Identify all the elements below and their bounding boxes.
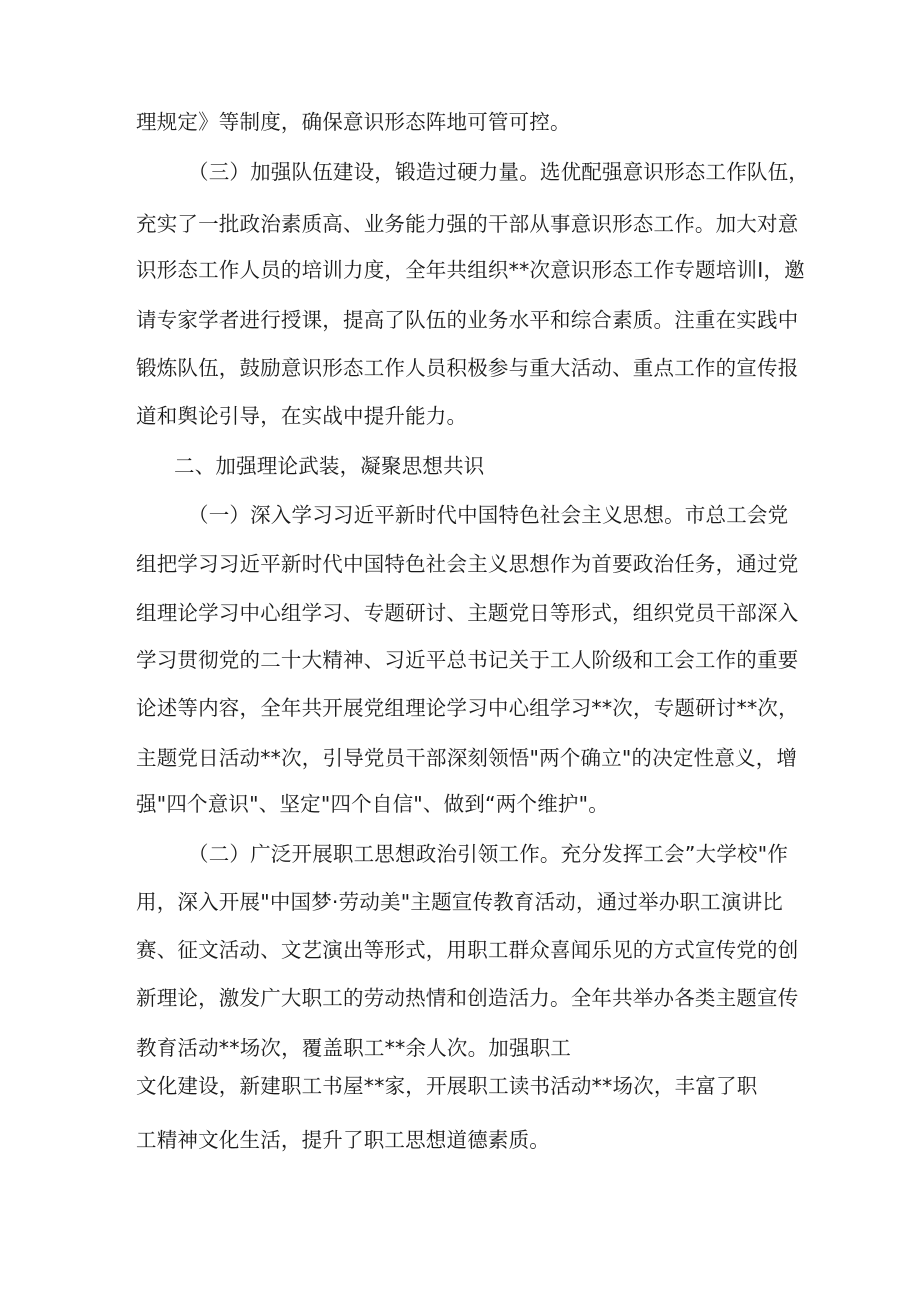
paragraph-start-line: （一）深入学习习近平新时代中国特色社会主义思想。市总工会党	[188, 503, 789, 527]
paragraph-start-line: （三）加强队伍建设，锻造过硬力量。选优配强意识形态工作队伍，	[188, 160, 809, 184]
text-line: 主题党日活动**次，引导党员干部深刻领悟"两个确立"的决定性意义，增	[136, 746, 798, 770]
text-line: 请专家学者进行授课，提高了队伍的业务水平和综合素质。注重在实践中	[136, 308, 799, 332]
text-line: 工精神文化生活，提升了职工思想道德素质。	[136, 1128, 550, 1152]
paragraph-start-line: （二）广泛开展职工思想政治引领工作。充分发挥工会”大学校"作	[188, 842, 789, 866]
text-line: 组把学习习近平新时代中国特色社会主义思想作为首要政治任务，通过党	[136, 552, 799, 576]
text-line: 道和舆论引导，在实战中提升能力。	[136, 404, 468, 428]
text-line: 识形态工作人员的培训力度，全年共组织**次意识形态工作专题培训Ⅰ，邀	[136, 258, 805, 282]
text-line: 新理论，激发广大职工的劳动热情和创造活力。全年共举办各类主题宣传	[136, 986, 799, 1010]
text-line: 理规定》等制度，确保意识形态阵地可管可控。	[136, 110, 571, 134]
text-line: 充实了一批政治素质高、业务能力强的干部从事意识形态工作。加大对意	[136, 212, 799, 236]
text-line: 用，深入开展"中国梦·劳动美"主题宣传教育活动，通过举办职工演讲比	[136, 890, 783, 914]
text-line: 强"四个意识"、坚定"四个自信"、做到“两个维护"。	[136, 792, 609, 816]
text-line: 组理论学习中心组学习、专题研讨、主题党日等形式，组织党员干部深入	[136, 601, 799, 625]
text-line: 锻炼队伍，鼓励意识形态工作人员积极参与重大活动、重点工作的宣传报	[136, 356, 799, 380]
text-line: 赛、征文活动、文艺演出等形式，用职工群众喜闻乐见的方式宣传党的创	[136, 938, 799, 962]
text-line: 论述等内容，全年共开展党组理论学习中心组学习**次，专题研讨**次，	[136, 696, 799, 720]
text-line: 教育活动**场次，覆盖职工**余人次。加强职工	[136, 1036, 572, 1060]
section-heading: 二、加强理论武装，凝聚思想共识	[174, 454, 485, 478]
text-line: 学习贯彻党的二十大精神、习近平总书记关于工人阶级和工会工作的重要	[136, 648, 799, 672]
text-line: 文化建设，新建职工书屋**家，开展职工读书活动**场次，丰富了职	[136, 1074, 758, 1098]
